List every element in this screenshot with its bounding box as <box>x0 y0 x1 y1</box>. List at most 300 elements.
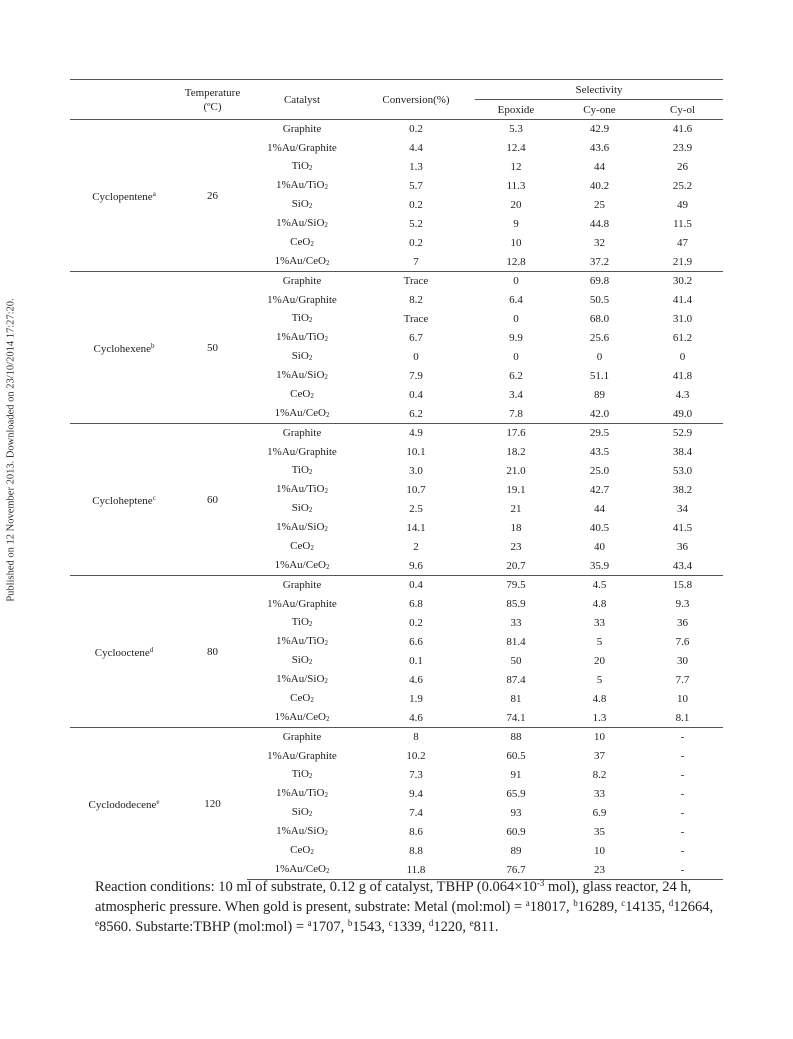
conversion-cell: 9.4 <box>409 788 423 800</box>
catalyst-name: TiO <box>291 616 309 628</box>
group-cycloheptene <box>70 424 723 576</box>
conversion-cell: 6.8 <box>409 598 423 610</box>
catalyst-cell <box>247 139 357 158</box>
tbhp-ratio-mark: b <box>347 918 353 928</box>
cy-one-cell: 0 <box>596 351 603 363</box>
substrate-mark: d <box>149 646 154 654</box>
cy-one-cell: 20 <box>594 655 605 667</box>
catalyst-cell <box>247 253 357 272</box>
substrate-name: Cyclododecene <box>88 799 157 812</box>
conversion-cell: 0.2 <box>409 199 423 211</box>
temperature-cell: 80 <box>178 576 247 728</box>
epoxide-cell: 81 <box>510 693 522 705</box>
catalyst-cell <box>247 652 357 671</box>
conversion-cell: 0.4 <box>357 576 475 595</box>
substrate-mark: c <box>152 494 156 502</box>
epoxide-cell: 21 <box>510 503 522 515</box>
conversion-cell: 6.7 <box>409 332 423 344</box>
footnote-end: . <box>494 919 499 935</box>
catalyst-name: 1%Au/TiO <box>276 483 325 495</box>
cy-ol-cell: 4.3 <box>675 389 690 401</box>
tbhp-ratio-value: 1220 <box>433 919 463 935</box>
cy-ol-cell: 15.8 <box>642 576 723 595</box>
temperature-cell: 120 <box>178 728 247 880</box>
download-watermark-text: Published on 12 November 2013. Downloaded on 23/10/2014 17:27:20. <box>5 298 17 602</box>
catalyst-cell <box>247 728 357 747</box>
cy-one-cell: 25.6 <box>589 332 610 344</box>
epoxide-cell: 10 <box>510 237 522 249</box>
cy-one-cell: 10 <box>594 845 605 857</box>
conversion-cell: 2 <box>413 541 419 553</box>
conversion-cell: 7.3 <box>409 769 423 781</box>
cy-ol-cell: - <box>680 807 685 819</box>
substrate-mark: a <box>152 190 156 198</box>
cy-one-cell: 51.1 <box>589 370 610 382</box>
cy-ol-cell: - <box>680 769 685 781</box>
temperature-header-label: Temperature <box>184 86 241 99</box>
catalyst-subscript: 2 <box>310 696 314 704</box>
catalyst-subscript: 2 <box>308 202 313 210</box>
epoxide-cell: 23 <box>510 541 522 553</box>
cy-ol-cell: 10 <box>677 693 689 705</box>
catalyst-name: 1%Au/Graphite <box>267 142 337 154</box>
conversion-cell: 0.1 <box>409 655 423 667</box>
group-cyclopentene <box>70 120 723 272</box>
catalyst-name: SiO <box>291 350 309 362</box>
cy-ol-cell: 49 <box>677 199 689 211</box>
tbhp-ratio-value: 1707 <box>311 919 341 935</box>
catalyst-cell <box>247 272 357 291</box>
catalyst-cell <box>247 443 357 462</box>
catalyst-name: 1%Au/Graphite <box>267 598 337 610</box>
catalyst-cell <box>247 747 357 766</box>
catalyst-name: Graphite <box>282 123 322 136</box>
cy-ol-cell: 41.8 <box>672 370 693 382</box>
tbhp-ratio-mark: c <box>388 918 393 928</box>
footnote-exponent: -3 <box>536 878 545 888</box>
catalyst-name: TiO <box>291 464 309 476</box>
epoxide-cell: 91 <box>510 769 522 781</box>
epoxide-cell: 18.2 <box>506 446 526 458</box>
cy-ol-cell: 25.2 <box>672 180 693 192</box>
catalyst-subscript: 2 <box>324 487 328 495</box>
epoxide-cell: 9 <box>513 218 519 230</box>
temperature-cell: 50 <box>178 272 247 424</box>
catalyst-subscript: 2 <box>308 658 313 666</box>
catalyst-cell <box>247 158 357 177</box>
table-row <box>70 272 723 291</box>
cy-one-cell: 42.0 <box>589 407 610 420</box>
substrate-cell <box>70 424 178 576</box>
cy-ol-cell: - <box>680 788 685 800</box>
conversion-cell: 4.9 <box>357 424 475 443</box>
epoxide-cell: 0 <box>513 351 519 363</box>
catalyst-cell <box>247 842 357 861</box>
cy-one-cell: 43.5 <box>589 446 610 458</box>
catalyst-subscript: 2 <box>324 183 328 191</box>
catalyst-cell <box>247 196 357 215</box>
epoxide-cell: 12.4 <box>506 142 526 154</box>
catalyst-subscript: 2 <box>324 677 328 685</box>
epoxide-cell: 19.1 <box>506 484 526 496</box>
cy-ol-cell: 38.2 <box>672 484 693 496</box>
temperature-cell: 60 <box>178 424 247 576</box>
catalyst-name: CeO <box>290 692 311 704</box>
cy-ol-cell: 47 <box>677 237 689 249</box>
conversion-cell: 4.6 <box>409 711 423 724</box>
catalyst-name: 1%Au/Graphite <box>267 294 337 306</box>
cy-ol-cell: 38.4 <box>672 446 693 458</box>
cy-one-cell: 33 <box>594 788 605 800</box>
table-footnote <box>95 877 720 937</box>
cy-one-cell: 40 <box>594 541 605 553</box>
epoxide-cell: 5.3 <box>475 120 557 139</box>
conversion-cell: 8.6 <box>409 826 423 838</box>
substrate-name: Cyclooctene <box>94 647 150 659</box>
substrate-name: Cycloheptene <box>92 495 153 507</box>
catalyst-subscript: 2 <box>310 240 314 248</box>
substrate-cell <box>70 728 178 880</box>
metal-ratio-mark: a <box>525 898 530 908</box>
substrate-cell <box>70 272 178 424</box>
catalyst-name: SiO <box>291 654 309 666</box>
catalyst-subscript: 2 <box>325 866 330 875</box>
tbhp-ratio-list: $^a$1707, $^b$1543, $^c$1339, $^d$1220, $^e$811 <box>307 918 495 935</box>
cy-one-cell: 29.5 <box>557 424 642 443</box>
catalyst-name: 1%Au/TiO <box>276 179 325 191</box>
cy-ol-cell: 7.6 <box>675 636 690 648</box>
catalyst-subscript: 2 <box>324 791 328 799</box>
table-row <box>70 576 723 595</box>
conversion-cell: 5.7 <box>409 180 423 192</box>
metal-ratio-mark: e <box>95 918 99 928</box>
cy-one-cell: 32 <box>594 237 605 249</box>
cy-ol-cell: - <box>680 845 685 857</box>
conversion-cell: 10.7 <box>406 484 426 496</box>
cy-ol-cell: - <box>680 826 685 838</box>
conversion-cell: 6.6 <box>409 636 423 648</box>
catalyst-name: 1%Au/SiO <box>276 369 325 381</box>
epoxide-cell: 87.4 <box>506 674 526 686</box>
catalyst-name: 1%Au/TiO <box>276 331 325 343</box>
conversion-cell: 8.8 <box>409 845 423 857</box>
substrate-header <box>70 80 178 120</box>
catalyst-subscript: 2 <box>308 354 313 362</box>
cy-ol-cell: 41.4 <box>672 294 693 306</box>
catalyst-name: 1%Au/CeO <box>274 862 326 875</box>
cy-one-cell: 69.8 <box>557 272 642 291</box>
epoxide-header: Epoxide <box>497 103 535 116</box>
catalyst-name: 1%Au/SiO <box>276 217 325 229</box>
catalyst-cell <box>247 348 357 367</box>
metal-ratio-value: 16289 <box>577 899 614 915</box>
catalyst-subscript: 2 <box>308 164 313 172</box>
cy-one-cell: 35 <box>594 826 605 838</box>
epoxide-cell: 65.9 <box>506 788 526 800</box>
conversion-cell: 3.0 <box>409 465 423 477</box>
catalyst-name: 1%Au/Graphite <box>267 750 337 762</box>
conversion-cell: 0.2 <box>409 617 423 629</box>
catalyst-name: 1%Au/CeO <box>274 558 326 571</box>
cy-ol-cell: 11.5 <box>673 218 692 230</box>
catalyst-name: TiO <box>291 768 309 780</box>
catalyst-cell <box>247 595 357 614</box>
catalyst-subscript: 2 <box>308 772 313 780</box>
catalyst-subscript: 2 <box>308 316 313 324</box>
catalyst-subscript: 2 <box>325 562 330 571</box>
cy-one-cell: 44.8 <box>589 218 610 230</box>
catalyst-cell <box>247 766 357 785</box>
conversion-cell: 2.5 <box>409 503 423 515</box>
catalyst-subscript: 2 <box>325 258 330 267</box>
cy-one-cell: 23 <box>557 861 642 880</box>
epoxide-cell: 20.7 <box>506 559 526 572</box>
cy-ol-cell: 61.2 <box>672 332 693 344</box>
metal-ratio-value: 12664 <box>673 899 710 915</box>
cy-ol-cell: 21.9 <box>672 255 693 268</box>
substrate-cell <box>70 576 178 728</box>
catalyst-name: SiO <box>291 198 309 210</box>
catalyst-cell <box>247 481 357 500</box>
catalyst-name: CeO <box>290 236 311 248</box>
conversion-cell: 9.6 <box>409 559 423 572</box>
catalyst-subscript: 2 <box>325 714 330 723</box>
cy-one-cell: 8.2 <box>592 769 607 781</box>
cy-one-cell: 25 <box>594 199 605 211</box>
conversion-cell: 0.2 <box>357 120 475 139</box>
epoxide-cell: 93 <box>510 807 522 819</box>
cy-ol-cell: 41.6 <box>642 120 723 139</box>
epoxide-cell: 89 <box>510 845 522 857</box>
cy-ol-cell: 36 <box>677 617 689 629</box>
catalyst-name: CeO <box>290 388 311 400</box>
epoxide-cell: 7.8 <box>509 407 523 420</box>
conversion-cell: 0.2 <box>409 237 423 249</box>
conversion-cell: Trace <box>357 272 475 291</box>
epoxide-cell: 18 <box>510 522 522 534</box>
cy-one-cell: 33 <box>594 617 605 629</box>
catalyst-name: Graphite <box>282 579 322 592</box>
catalyst-cell <box>247 405 357 424</box>
catalyst-name: SiO <box>291 502 309 514</box>
cy-ol-cell: 34 <box>677 503 689 515</box>
catalyst-subscript: 2 <box>308 620 313 628</box>
conversion-cell: 11.8 <box>357 861 475 880</box>
conversion-cell: Trace <box>403 313 429 325</box>
epoxide-cell: 76.7 <box>475 861 557 880</box>
cy-ol-cell: 8.1 <box>675 711 690 724</box>
catalyst-subscript: 2 <box>310 392 314 400</box>
epoxide-cell: 9.9 <box>509 332 523 344</box>
catalyst-cell <box>247 310 357 329</box>
cy-one-cell: 5 <box>596 636 603 648</box>
epoxide-cell: 12.8 <box>506 255 526 268</box>
cy-one-cell: 42.9 <box>557 120 642 139</box>
temperature-header <box>178 80 247 120</box>
catalyst-cell <box>247 291 357 310</box>
catalyst-name: CeO <box>290 540 311 552</box>
catalyst-name: Graphite <box>282 275 322 288</box>
conversion-cell: 10.2 <box>406 750 426 762</box>
tbhp-ratio-mark: a <box>307 918 312 928</box>
catalyst-cell <box>247 386 357 405</box>
catalyst-subscript: 2 <box>325 410 330 419</box>
catalyst-cell <box>247 538 357 557</box>
catalyst-subscript: 2 <box>324 335 328 343</box>
conversion-cell: 8 <box>357 728 475 747</box>
epoxide-cell: 74.1 <box>506 711 526 724</box>
cy-one-cell: 6.9 <box>592 807 607 819</box>
cy-ol-cell: 23.9 <box>672 142 693 154</box>
catalyst-cell <box>247 633 357 652</box>
cy-one-cell: 1.3 <box>592 711 607 724</box>
cy-ol-cell: - <box>680 750 685 762</box>
epoxide-cell: 81.4 <box>506 636 526 648</box>
catalyst-subscript: 2 <box>310 848 314 856</box>
table-row <box>70 120 723 139</box>
catalyst-subscript: 2 <box>324 639 328 647</box>
catalyst-cell <box>247 215 357 234</box>
catalyst-subscript: 2 <box>308 468 313 476</box>
catalyst-cell <box>247 424 357 443</box>
results-table <box>70 79 723 880</box>
cy-ol-cell: 30.2 <box>642 272 723 291</box>
epoxide-cell: 0 <box>475 272 557 291</box>
cy-one-cell: 25.0 <box>589 465 610 477</box>
epoxide-cell: 12 <box>510 161 522 173</box>
catalyst-name: CeO <box>290 844 311 856</box>
catalyst-cell <box>247 519 357 538</box>
group-cyclododecene <box>70 728 723 880</box>
catalyst-cell <box>247 557 357 576</box>
catalyst-cell <box>247 823 357 842</box>
conversion-cell: 0.4 <box>409 389 423 401</box>
catalyst-name: Graphite <box>282 427 322 440</box>
catalyst-cell <box>247 671 357 690</box>
catalyst-subscript: 2 <box>310 544 314 552</box>
tbhp-ratio-mark: d <box>428 918 434 928</box>
conversion-cell: 7 <box>413 255 419 268</box>
catalyst-subscript: 2 <box>308 810 313 818</box>
cy-one-cell: 44 <box>594 503 605 515</box>
epoxide-cell: 60.9 <box>506 826 526 838</box>
metal-ratio-mark: d <box>668 898 674 908</box>
footnote-conditions: Reaction conditions: 10 ml of substrate, 0.12 g of catalyst, TBHP (0.064×10 <box>95 879 537 895</box>
catalyst-cell <box>247 234 357 253</box>
cy-one-cell: 37 <box>594 750 605 762</box>
catalyst-subscript: 2 <box>324 525 328 533</box>
cy-one-cell: 4.8 <box>592 598 607 610</box>
catalyst-cell <box>247 576 357 595</box>
catalyst-name: TiO <box>291 160 309 172</box>
cy-ol-cell: 30 <box>677 655 689 667</box>
metal-ratio-value: 14135 <box>625 899 662 915</box>
tbhp-ratio-mark: e <box>469 918 474 928</box>
conversion-cell: 5.2 <box>409 218 423 230</box>
catalyst-name: 1%Au/CeO <box>274 254 326 267</box>
catalyst-name: SiO <box>291 806 309 818</box>
catalyst-name: 1%Au/SiO <box>276 521 325 533</box>
cy-one-cell: 37.2 <box>589 255 610 268</box>
cy-one-cell: 40.2 <box>589 180 610 192</box>
catalyst-name: 1%Au/SiO <box>276 673 325 685</box>
catalyst-name: 1%Au/SiO <box>276 825 325 837</box>
epoxide-cell: 0 <box>513 313 519 325</box>
cy-ol-cell: 7.7 <box>675 674 690 686</box>
download-watermark <box>5 290 17 610</box>
catalyst-name: 1%Au/Graphite <box>267 446 337 458</box>
conversion-cell: 0 <box>413 351 419 363</box>
catalyst-subscript: 2 <box>324 373 328 381</box>
epoxide-cell: 6.2 <box>509 370 523 382</box>
cy-ol-cell: 9.3 <box>675 598 690 610</box>
catalyst-name: Graphite <box>282 731 322 744</box>
catalyst-name: 1%Au/CeO <box>274 406 326 419</box>
metal-ratio-list: $^a$18017, $^b$16289, $^c$14135, $^d$12664, $^e$8560 <box>95 898 714 935</box>
cy-one-cell: 42.7 <box>589 484 610 496</box>
cy-one-cell: 4.5 <box>557 576 642 595</box>
cy-ol-cell: 31.0 <box>672 313 693 325</box>
cy-ol-cell: 53.0 <box>672 465 693 477</box>
metal-ratio-value: 18017 <box>529 899 566 915</box>
catalyst-cell <box>247 120 357 139</box>
cy-one-cell: 89 <box>594 389 605 401</box>
group-cyclooctene <box>70 576 723 728</box>
footnote-pressure-text: mol), glass reactor, 24 h, atmospheric pressure. When gold is present, substrate: Metal (mol:mol) = <box>95 879 692 915</box>
cy-ol-cell: 41.5 <box>672 522 693 534</box>
metal-ratio-value: 8560 <box>99 919 128 935</box>
cy-one-cell: 10 <box>557 728 642 747</box>
conversion-cell: 1.9 <box>409 693 423 705</box>
catalyst-cell <box>247 462 357 481</box>
conversion-cell: 8.2 <box>409 294 423 306</box>
epoxide-cell: 88 <box>475 728 557 747</box>
catalyst-name: 1%Au/TiO <box>276 787 325 799</box>
conversion-cell: 6.2 <box>409 407 423 420</box>
table-row <box>70 728 723 747</box>
substrate-mark: e <box>156 798 160 807</box>
cy-ol-cell: 49.0 <box>672 407 693 420</box>
table-row <box>70 424 723 443</box>
cy-ol-cell: 43.4 <box>672 559 693 572</box>
epoxide-cell: 20 <box>510 199 522 211</box>
cy-ol-cell: - <box>642 728 723 747</box>
cy-one-cell: 40.5 <box>589 522 610 534</box>
metal-ratio-mark: c <box>621 898 626 908</box>
catalyst-subscript: 2 <box>308 506 313 514</box>
conversion-cell: 7.9 <box>409 370 423 382</box>
conversion-cell: 4.6 <box>409 674 423 686</box>
footnote-tbhp-text: . Substarte:TBHP (mol:mol) = <box>128 919 308 935</box>
catalyst-cell <box>247 367 357 386</box>
catalyst-name: 1%Au/TiO <box>276 635 325 647</box>
catalyst-subscript: 2 <box>324 221 328 229</box>
cy-ol-cell: 0 <box>679 351 686 363</box>
cy-one-cell: 44 <box>594 161 605 173</box>
conversion-cell: 1.3 <box>409 161 423 173</box>
epoxide-cell: 50 <box>510 655 522 667</box>
cy-ol-cell: 36 <box>677 541 689 553</box>
epoxide-cell: 85.9 <box>506 598 526 610</box>
catalyst-name: TiO <box>291 312 309 324</box>
tbhp-ratio-value: 1543 <box>352 919 382 935</box>
conversion-cell: 10.1 <box>406 446 426 458</box>
conversion-header: Conversion(%) <box>382 93 450 106</box>
substrate-name: Cyclopentene <box>92 191 153 203</box>
catalyst-cell <box>247 500 357 519</box>
epoxide-cell: 21.0 <box>506 465 526 477</box>
catalyst-cell <box>247 804 357 823</box>
